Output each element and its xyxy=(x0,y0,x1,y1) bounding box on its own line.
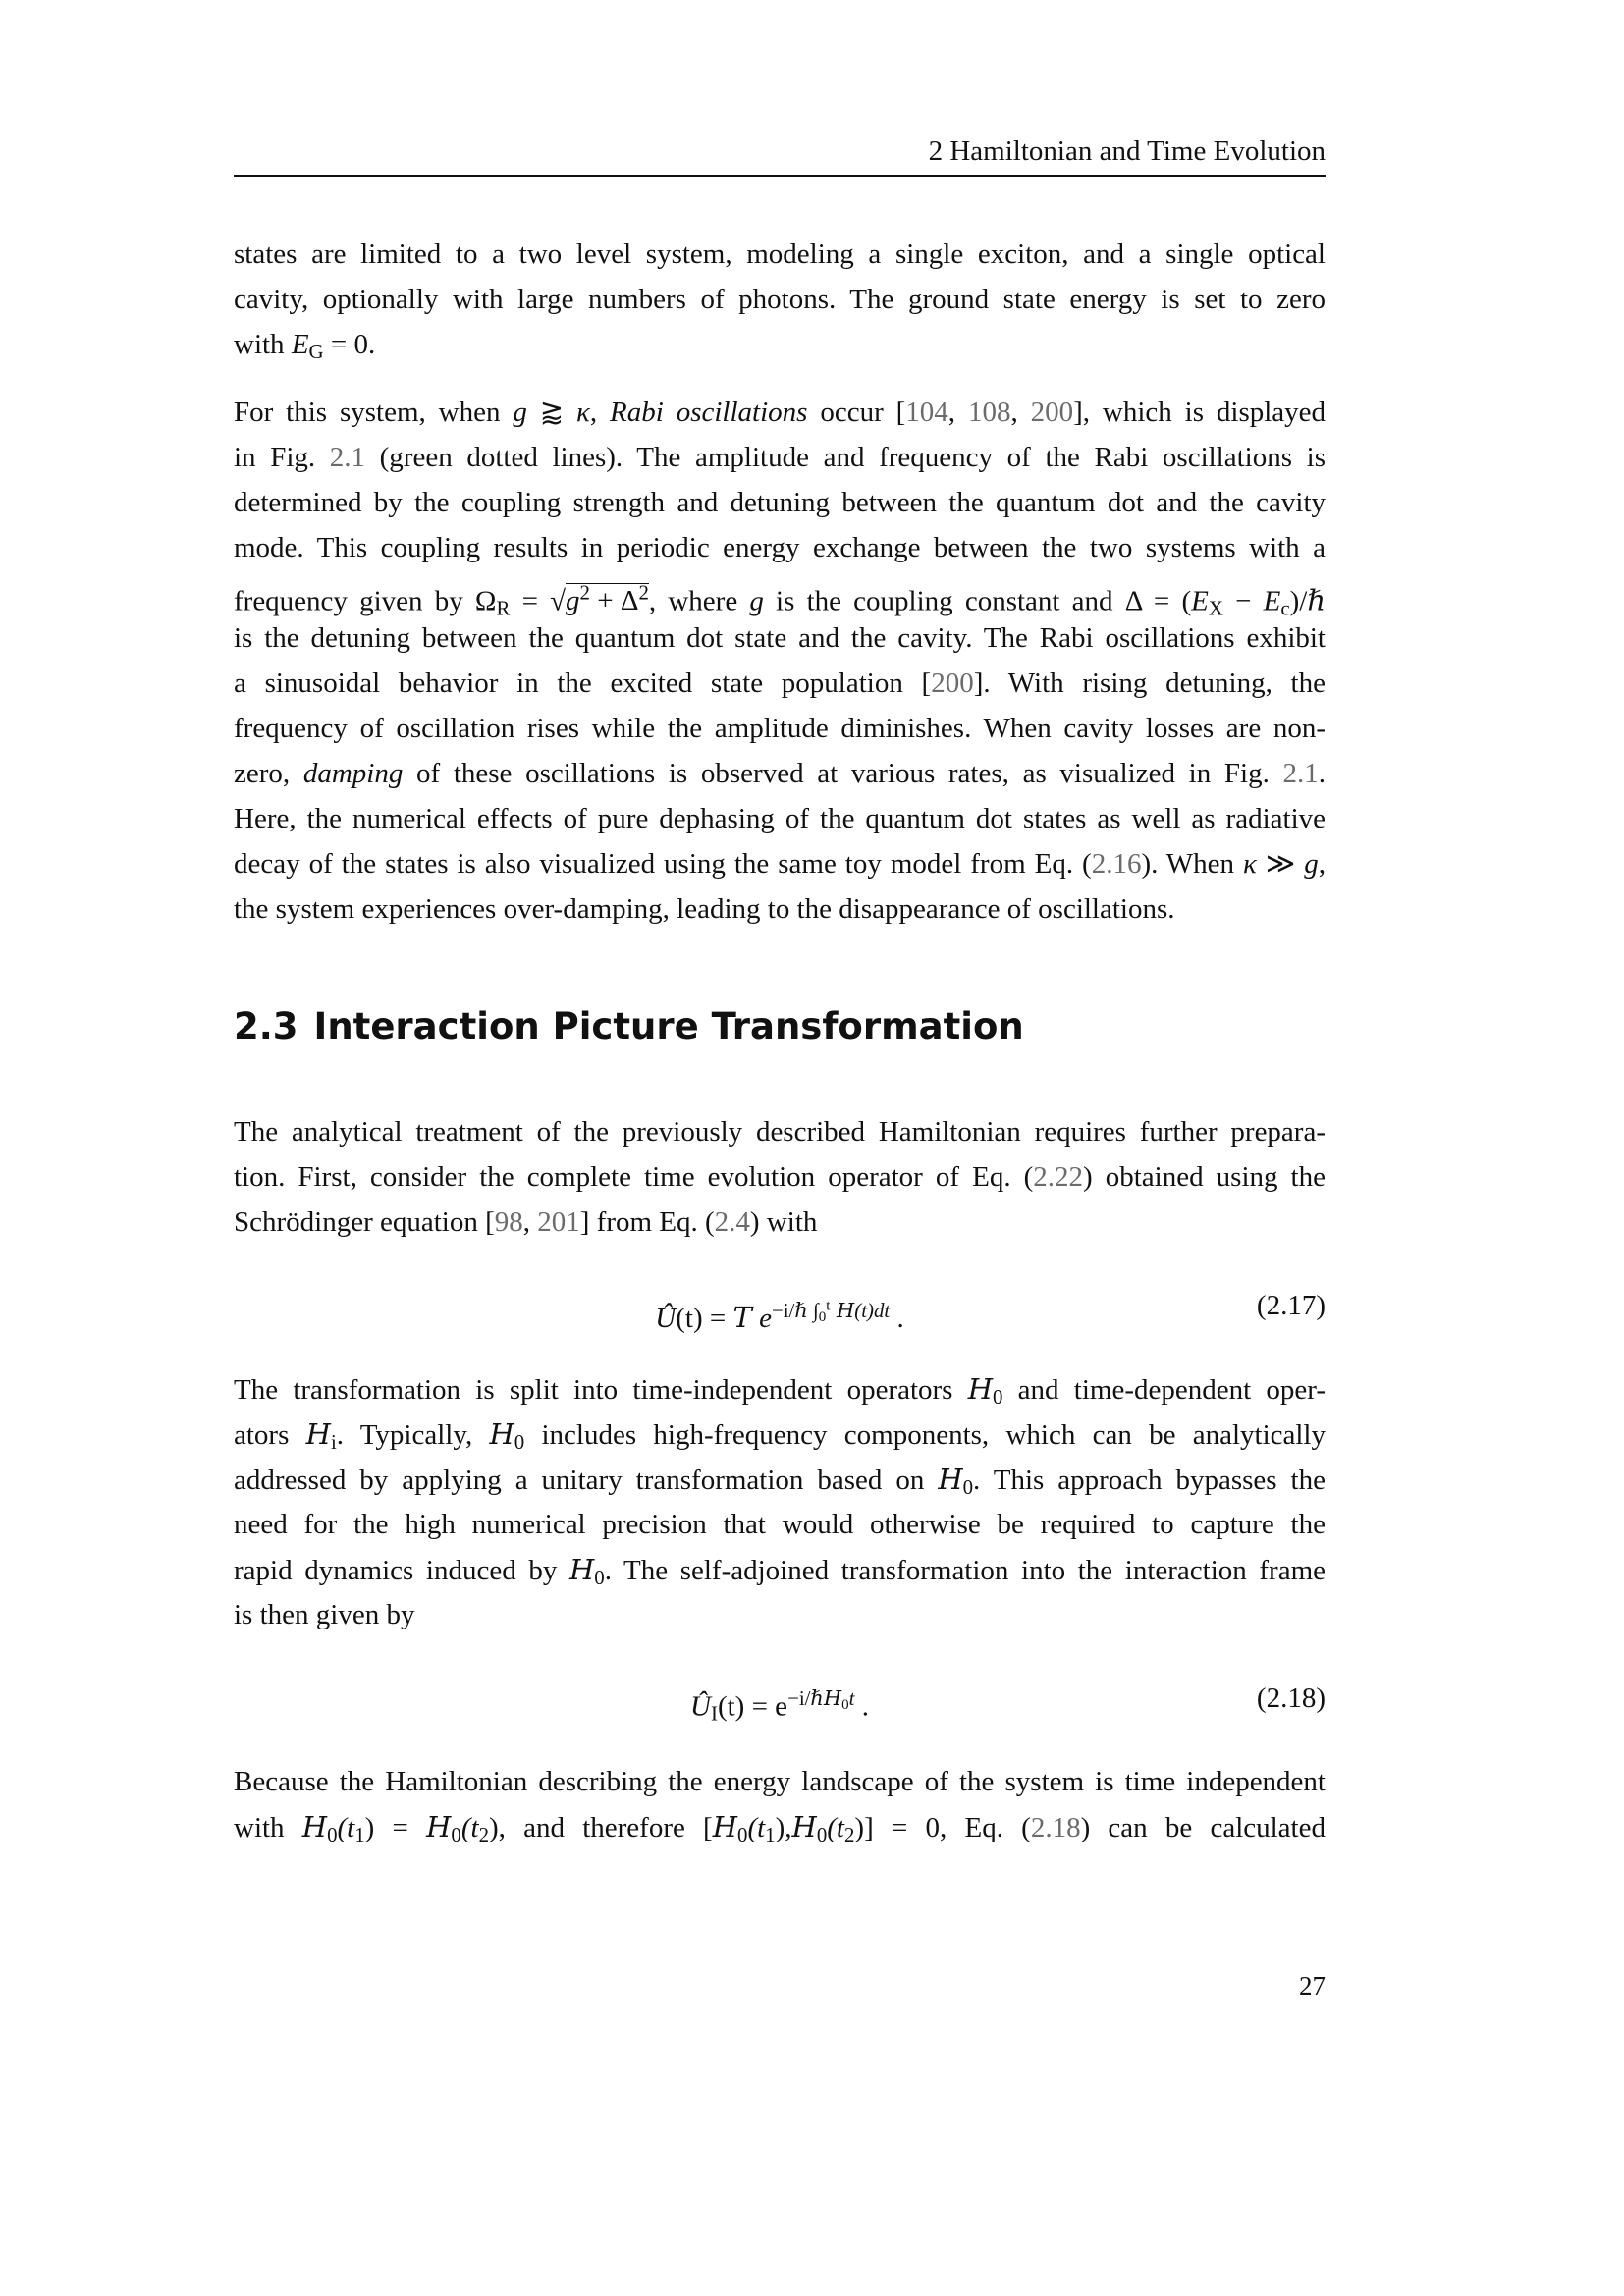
text-line: with $E_G = 0$. xyxy=(234,329,376,364)
figure-link[interactable]: 2.1 xyxy=(329,442,366,473)
paragraph-transformation xyxy=(234,1366,1326,1637)
text-line: frequency of oscillation rises while the amplitude diminishes. When cavity losses are non- xyxy=(234,713,1326,744)
citation-link[interactable]: 200 xyxy=(931,667,974,699)
text-line: decay of the states is also visualized using the same toy model from Eq. (2.16). When κ ≫ g, xyxy=(234,848,1326,880)
text-line: For this system, when g ⪆ κ, Rabi oscillations occur [104, 108, 200], which is displayed xyxy=(234,397,1326,428)
text-line: addressed by applying a unitary transformation based on $H_0$. This approach bypasses the xyxy=(234,1463,1326,1500)
citation-link[interactable]: 104 xyxy=(905,397,948,428)
section-heading xyxy=(234,1003,1024,1050)
equation-link[interactable]: 2.22 xyxy=(1033,1161,1084,1193)
section-title-text: Interaction Picture Transformation xyxy=(313,1005,1024,1047)
paragraph-rabi xyxy=(234,390,1326,932)
equation-number: (2.18) xyxy=(1256,1682,1326,1714)
equation-body: $Û_I(t) = e^{-i/\hbar H_0t}$ . xyxy=(690,1686,869,1726)
equation-2-18 xyxy=(234,1669,1326,1728)
equation-link[interactable]: 2.16 xyxy=(1091,848,1142,880)
text-line: The transformation is split into time-independent operators $H_0$ and time-dependent oper- xyxy=(234,1372,1326,1410)
header-rule xyxy=(234,175,1326,177)
paragraph-time-evolution xyxy=(234,1109,1326,1245)
text-line: zero, damping of these oscillations is observed at various rates, as visualized in Fig. 2.1. xyxy=(234,758,1326,789)
text-line: the system experiences over-damping, leading to the disappearance of oscillations. xyxy=(234,893,1175,925)
text-line: The analytical treatment of the previously described Hamiltonian requires further prepara- xyxy=(234,1116,1326,1148)
text-line: is the detuning between the quantum dot state and the cavity. The Rabi oscillations exhibit xyxy=(234,622,1326,654)
text-line: Schrödinger equation [98, 201] from Eq. (2.4) with xyxy=(234,1206,818,1238)
text-line: tion. First, consider the complete time evolution operator of Eq. (2.22) obtained using the xyxy=(234,1161,1326,1193)
page-number: 27 xyxy=(1299,1971,1326,2001)
text-line: determined by the coupling strength and detuning between the quantum dot and the cavity xyxy=(234,487,1326,518)
text-line: Here, the numerical effects of pure dephasing of the quantum dot states as well as radiative xyxy=(234,803,1326,834)
text-line: is then given by xyxy=(234,1599,415,1630)
text-line: need for the high numerical precision that would otherwise be required to capture the xyxy=(234,1509,1326,1540)
text-line: states are limited to a two level system, modeling a single exciton, and a single optical xyxy=(234,239,1326,270)
text-line: a sinusoidal behavior in the excited state population [200]. With rising detuning, the xyxy=(234,667,1326,699)
equation-body: Û(t) = T $e^{-i/\hbar \int_0^t H(t)dt}$ . xyxy=(655,1298,904,1334)
text-line: cavity, optionally with large numbers of photons. The ground state energy is set to zero xyxy=(234,284,1326,315)
text-line: with $H_0(t_1) = H_0(t_2)$, and therefore $[H_0(t_1),H_0(t_2)] = 0$, Eq. (2.18) can be calculated xyxy=(234,1810,1326,1847)
section-number: 2.3 xyxy=(234,1005,298,1047)
equation-link[interactable]: 2.4 xyxy=(714,1206,750,1238)
text-line: ators $H_i$. Typically, $H_0$ includes high-frequency components, which can be analytically xyxy=(234,1417,1326,1455)
text-line: Because the Hamiltonian describing the energy landscape of the system is time independent xyxy=(234,1766,1326,1797)
equation-2-17 xyxy=(234,1276,1326,1335)
paragraph-time-independent xyxy=(234,1759,1326,1849)
text-line: frequency given by $\Omega_R = √g^2 + \Delta^2$, where g is the coupling constant and $\Delta = (E_X$ − $E_c)/\hbar$ xyxy=(234,570,1326,615)
equation-link[interactable]: 2.18 xyxy=(1030,1812,1081,1843)
text-line: rapid dynamics induced by $H_0$. The self-adjoined transformation into the interaction frame xyxy=(234,1553,1326,1590)
citation-link[interactable]: 98 xyxy=(494,1206,523,1238)
running-header xyxy=(234,133,1326,169)
citation-link[interactable]: 108 xyxy=(967,397,1011,428)
paragraph-intro xyxy=(234,232,1326,367)
running-header-title: 2 Hamiltonian and Time Evolution xyxy=(928,135,1326,167)
citation-link[interactable]: 201 xyxy=(537,1206,580,1238)
citation-link[interactable]: 200 xyxy=(1030,397,1074,428)
figure-link[interactable]: 2.1 xyxy=(1282,758,1319,789)
equation-number: (2.17) xyxy=(1256,1290,1326,1321)
square-root: $√g^2 + \Delta^2$ xyxy=(550,581,649,617)
text-line: mode. This coupling results in periodic energy exchange between the two systems with a xyxy=(234,532,1326,563)
text-line: in Fig. 2.1 (green dotted lines). The amplitude and frequency of the Rabi oscillations is xyxy=(234,442,1326,473)
